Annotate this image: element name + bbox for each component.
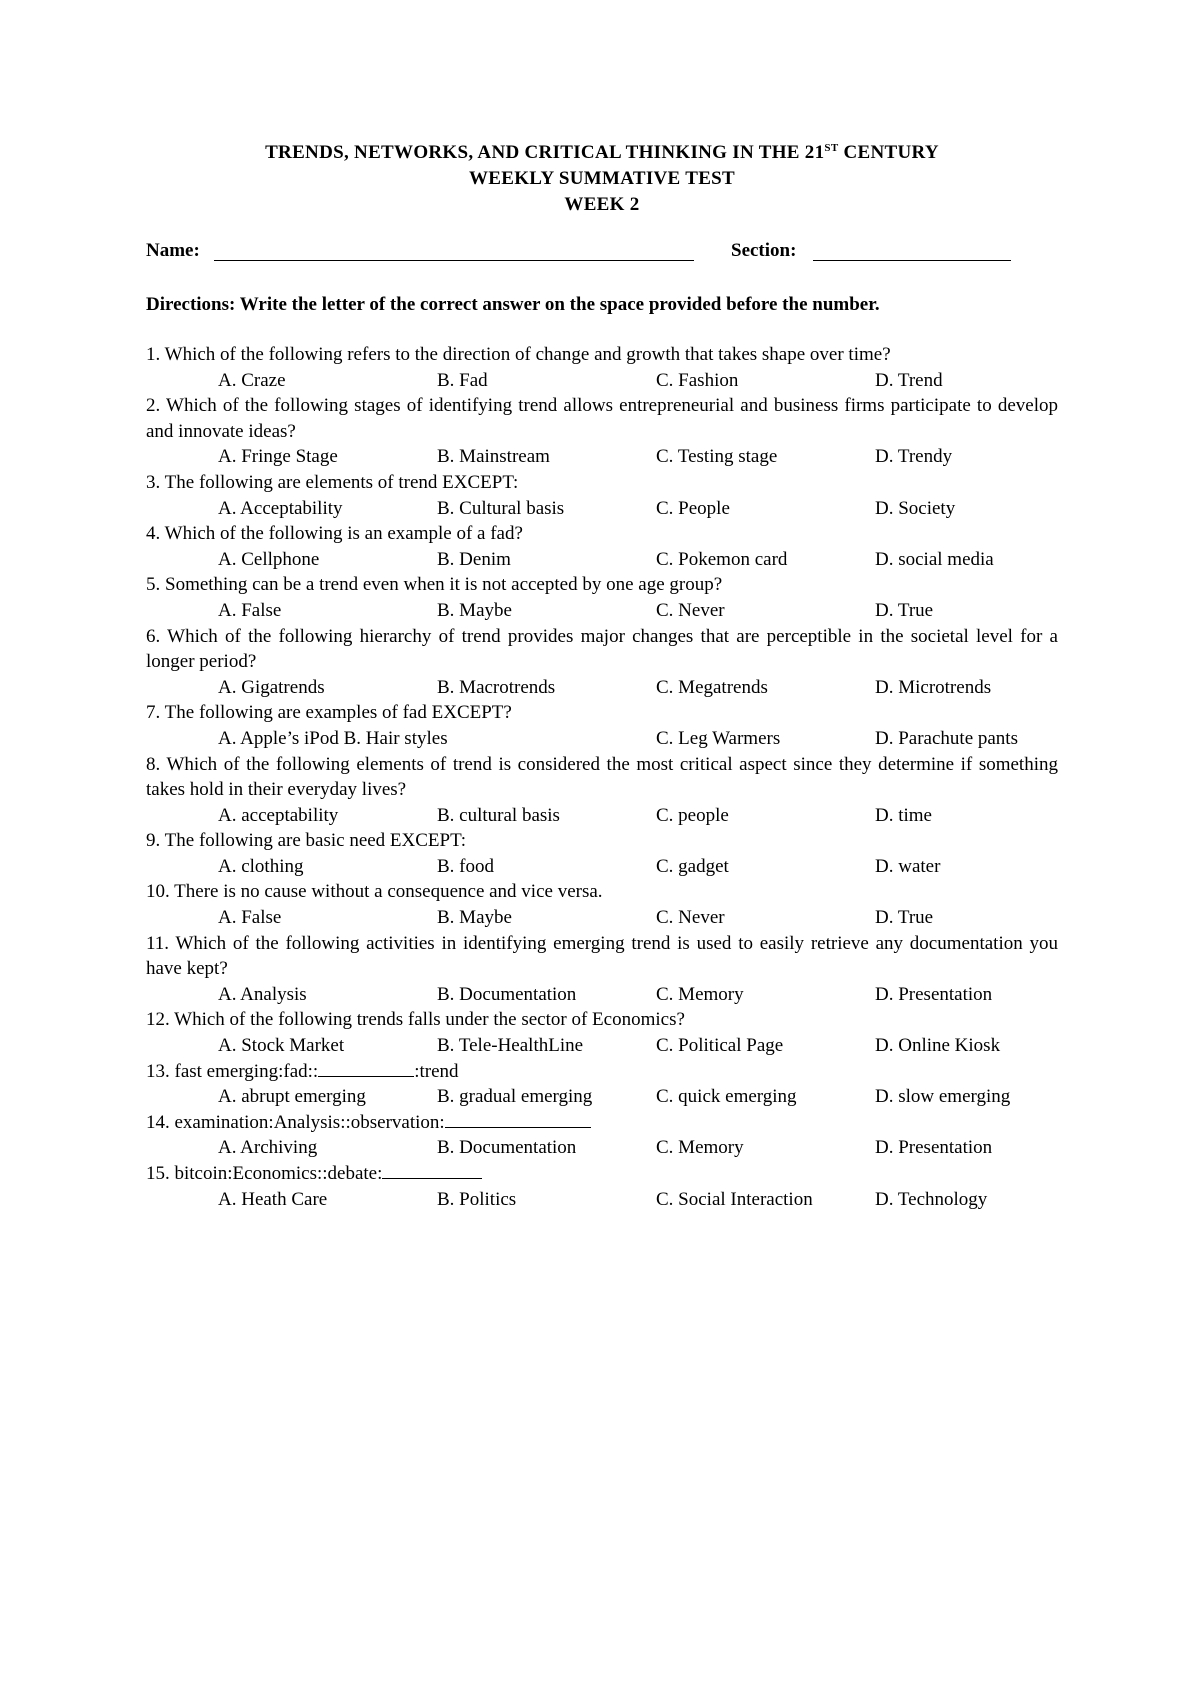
choice-b: B. Tele-HealthLine xyxy=(437,1035,584,1057)
question-list xyxy=(146,342,1058,1212)
directions: Directions: Write the letter of the correct answer on the space provided before the number. xyxy=(146,294,880,315)
choices xyxy=(146,803,1058,829)
choice-c: C. Memory xyxy=(656,983,744,1005)
choice-c: C. people xyxy=(656,804,729,826)
analogy-blank[interactable] xyxy=(318,1059,414,1077)
choice-b: B. Macrotrends xyxy=(437,676,556,698)
choice-d: D. water xyxy=(875,855,941,877)
choice-d: D. time xyxy=(875,804,932,826)
choice-c: C. Leg Warmers xyxy=(656,727,781,749)
question-stem: 4. Which of the following is an example of a fad? xyxy=(146,523,523,545)
choice-b: B. Documentation xyxy=(437,983,577,1005)
section-label: Section: xyxy=(731,240,797,261)
choice-b: B. Mainstream xyxy=(437,446,550,468)
choice-c: C. Pokemon card xyxy=(656,548,788,570)
question-stem: 9. The following are basic need EXCEPT: xyxy=(146,830,467,852)
choices xyxy=(146,496,1058,522)
question-stem: 13. fast emerging:fad:: :trend xyxy=(146,1060,459,1082)
question-stem: 6. Which of the following hierarchy of trend provides major changes that are perceptible in the societal level for a longer period? xyxy=(146,625,1058,673)
choice-b: B. gradual emerging xyxy=(437,1086,593,1108)
choice-d: D. Trendy xyxy=(875,446,953,468)
choice-a: A. acceptability xyxy=(218,804,339,826)
student-info-row xyxy=(146,240,1058,266)
choice-a: A. Acceptability xyxy=(218,497,343,519)
choices xyxy=(146,547,1058,573)
question-stem: 2. Which of the following stages of identifying trend allows entrepreneurial and business firms participate to develop and innovate ideas? xyxy=(146,395,1058,442)
choices xyxy=(146,1084,1058,1110)
document-subtitle: WEEKLY SUMMATIVE TEST xyxy=(468,168,736,189)
choices xyxy=(146,854,1058,880)
name-label: Name: xyxy=(146,240,200,261)
choice-a: A. Stock Market xyxy=(218,1035,345,1057)
name-field[interactable] xyxy=(214,260,694,261)
choice-a: A. Craze xyxy=(218,369,286,391)
question-9 xyxy=(146,828,1058,879)
question-3 xyxy=(146,470,1058,521)
question-5 xyxy=(146,572,1058,623)
analogy-blank[interactable] xyxy=(445,1110,591,1128)
choice-a: A. Heath Care xyxy=(218,1188,328,1210)
header xyxy=(146,140,1058,218)
choice-d: D. Online Kiosk xyxy=(875,1035,1001,1057)
choice-a: A. Archiving xyxy=(218,1137,318,1159)
choice-c: C. Never xyxy=(656,599,725,621)
choice-b: B. Documentation xyxy=(437,1137,577,1159)
question-stem: 14. examination:Analysis::observation: xyxy=(146,1110,1058,1136)
choice-b: B. Maybe xyxy=(437,599,512,621)
choice-b: B. Denim xyxy=(437,548,511,570)
choice-b: B. food xyxy=(437,855,494,877)
question-stem: 12. Which of the following trends falls under the sector of Economics? xyxy=(146,1009,685,1031)
question-12 xyxy=(146,1007,1058,1058)
question-13 xyxy=(146,1059,1058,1110)
choice-c: C. quick emerging xyxy=(656,1086,797,1108)
question-stem: 3. The following are elements of trend EXCEPT: xyxy=(146,471,519,493)
choice-b: B. Maybe xyxy=(437,907,512,929)
choice-c: C. People xyxy=(656,497,730,519)
choices xyxy=(146,598,1058,624)
choice-c: C. Political Page xyxy=(656,1035,784,1057)
choice-a: A. False xyxy=(218,599,282,621)
choice-a-b: A. Apple’s iPod B. Hair styles xyxy=(218,727,448,749)
question-1 xyxy=(146,342,1058,393)
question-14 xyxy=(146,1110,1058,1161)
question-2 xyxy=(146,393,1058,470)
choice-a: A. Analysis xyxy=(218,983,307,1005)
choice-d: D. True xyxy=(875,907,934,929)
choice-b: B. Fad xyxy=(437,369,488,391)
choices xyxy=(146,1033,1058,1059)
choice-a: A. Gigatrends xyxy=(218,676,325,698)
choices xyxy=(146,982,1058,1008)
choice-c: C. Fashion xyxy=(656,369,739,391)
choices xyxy=(146,675,1058,701)
choice-d: D. True xyxy=(875,599,934,621)
choice-a: A. clothing xyxy=(218,855,304,877)
choice-c: C. Social Interaction xyxy=(656,1188,813,1210)
question-stem: 8. Which of the following elements of trend is considered the most critical aspect since they determine if something takes hold in their everyday lives? xyxy=(146,753,1058,801)
question-10 xyxy=(146,879,1058,930)
choice-d: D. slow emerging xyxy=(875,1086,1011,1108)
question-stem: 1. Which of the following refers to the direction of change and growth that takes shape over time? xyxy=(146,344,891,365)
choices xyxy=(146,444,1058,470)
choice-d: D. Society xyxy=(875,497,956,519)
choice-d: D. Technology xyxy=(875,1188,988,1210)
choice-a: A. False xyxy=(218,907,282,929)
question-stem: 11. Which of the following activities in identifying emerging trend is used to easily retrieve any documentation you have kept? xyxy=(146,932,1058,980)
test-page xyxy=(146,140,1058,1212)
question-7 xyxy=(146,700,1058,751)
choice-c: C. gadget xyxy=(656,855,729,877)
choices xyxy=(146,1187,1058,1213)
question-15 xyxy=(146,1161,1058,1212)
question-4 xyxy=(146,521,1058,572)
choice-c: C. Never xyxy=(656,907,725,929)
question-stem: 5. Something can be a trend even when it is not accepted by one age group? xyxy=(146,574,723,596)
question-stem: 10. There is no cause without a consequence and vice versa. xyxy=(146,881,603,903)
week-label: WEEK 2 xyxy=(564,194,640,215)
question-6 xyxy=(146,624,1058,701)
question-11 xyxy=(146,931,1058,1008)
section-field[interactable] xyxy=(813,260,1011,261)
document-title: TRENDS, NETWORKS, AND CRITICAL THINKING IN THE 21ST CENTURY xyxy=(265,142,939,163)
choice-c: C. Megatrends xyxy=(656,676,768,698)
question-8 xyxy=(146,752,1058,829)
choices xyxy=(146,726,1058,752)
choice-c: C. Memory xyxy=(656,1137,744,1159)
choice-b: B. cultural basis xyxy=(437,804,560,826)
title-superscript: ST xyxy=(824,142,839,154)
choice-a: A. Fringe Stage xyxy=(218,446,338,468)
choice-c: C. Testing stage xyxy=(656,446,778,468)
choice-b: B. Politics xyxy=(437,1188,517,1210)
choice-d: D. Parachute pants xyxy=(875,727,1018,749)
choices xyxy=(146,905,1058,931)
choice-a: A. abrupt emerging xyxy=(218,1086,366,1108)
question-stem: 7. The following are examples of fad EXCEPT? xyxy=(146,702,512,724)
choice-d: D. Microtrends xyxy=(875,676,992,698)
choice-d: D. Trend xyxy=(875,369,943,391)
choice-d: D. Presentation xyxy=(875,1137,993,1159)
choice-a: A. Cellphone xyxy=(218,548,320,570)
choice-d: D. Presentation xyxy=(875,983,993,1005)
choices xyxy=(146,368,1058,394)
analogy-blank[interactable] xyxy=(382,1161,482,1179)
question-stem: 15. bitcoin:Economics::debate: xyxy=(146,1161,1058,1187)
choices xyxy=(146,1135,1058,1161)
choice-d: D. social media xyxy=(875,548,994,570)
choice-b: B. Cultural basis xyxy=(437,497,565,519)
